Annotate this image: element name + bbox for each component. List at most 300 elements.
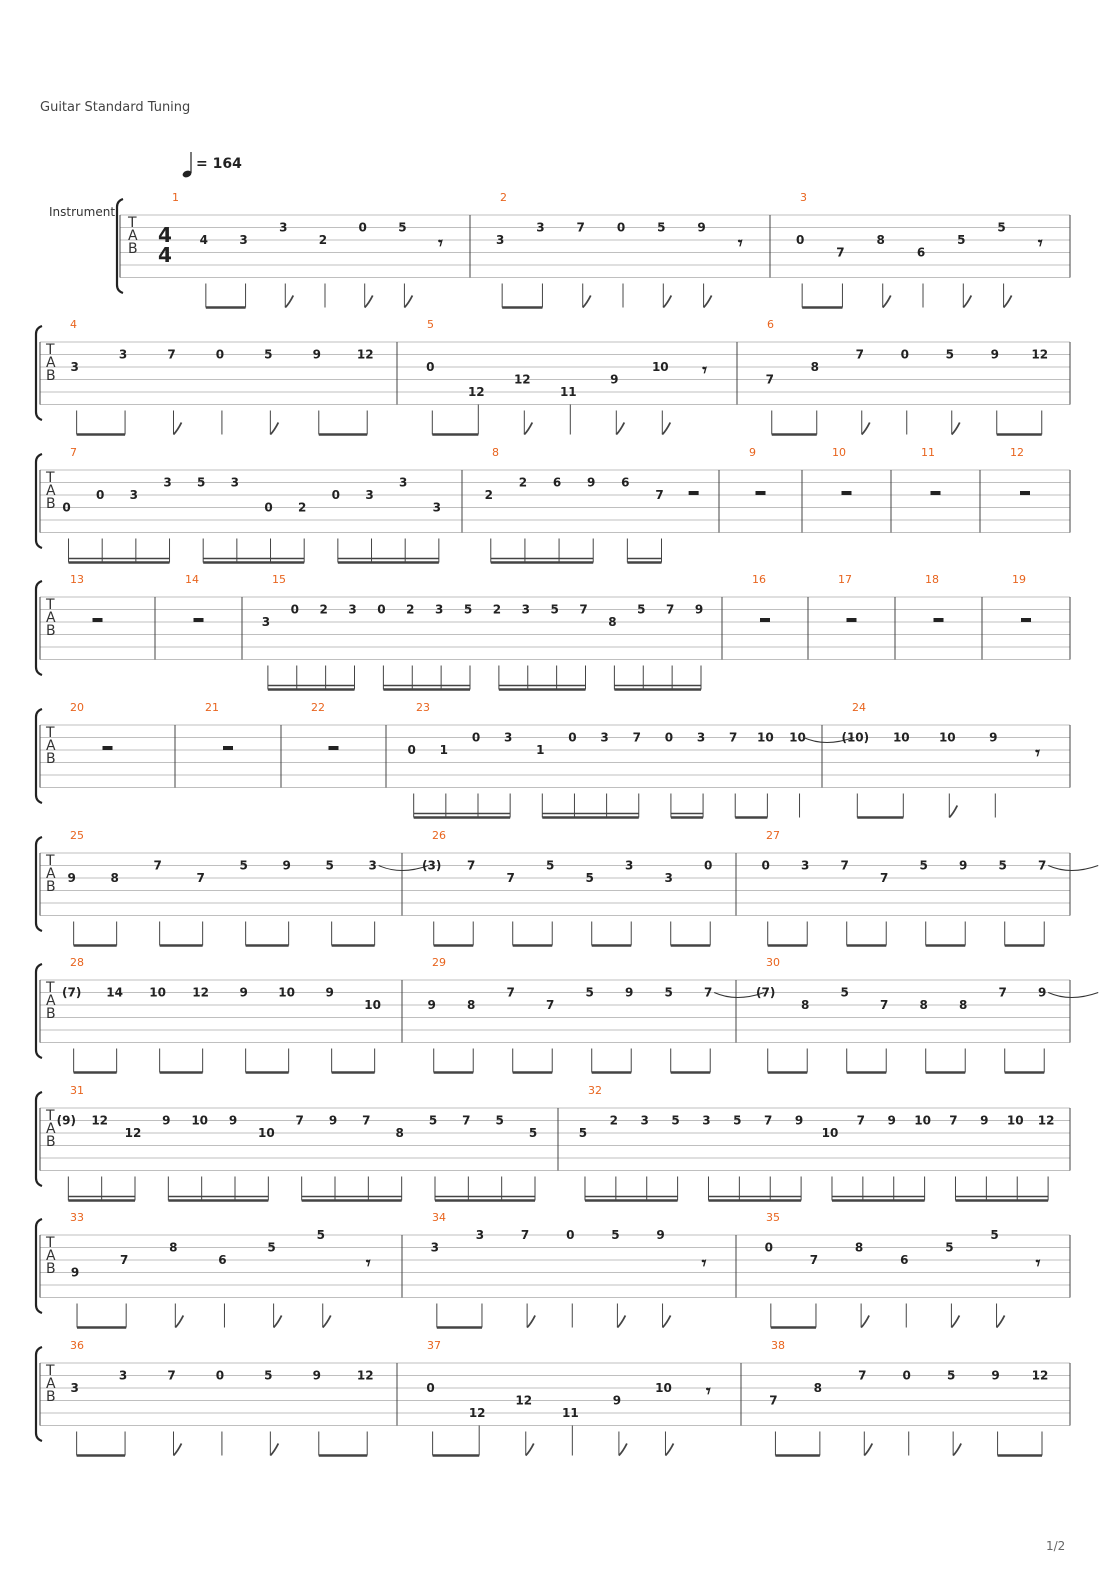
- tab-fret-number: 8: [608, 615, 617, 629]
- tab-fret-number: 9: [991, 1368, 1000, 1383]
- note-flag: [704, 296, 712, 308]
- tab-fret-number: 7: [949, 1113, 958, 1128]
- tab-fret-number: 3: [348, 602, 357, 617]
- measure-number: 23: [416, 701, 430, 714]
- system-bracket: [36, 581, 42, 675]
- tab-fret-number: (10): [841, 730, 870, 745]
- tab-fret-number: 7: [765, 372, 774, 387]
- tab-fret-number: 0: [900, 347, 909, 362]
- tab-fret-number: 7: [462, 1113, 471, 1128]
- tab-fret-number: 9: [587, 475, 596, 490]
- tab-fret-number: 10: [914, 1113, 931, 1128]
- tab-fret-number: 8: [110, 871, 119, 885]
- tab-clef-letter: B: [46, 623, 56, 639]
- tie-arc: [1048, 993, 1098, 998]
- tab-fret-number: 3: [434, 602, 444, 617]
- tie-arc: [1048, 866, 1098, 871]
- tab-fret-number: 7: [809, 1253, 819, 1267]
- tab-fret-number: 6: [218, 1253, 227, 1267]
- tab-fret-number: 7: [576, 220, 585, 235]
- tab-fret-number: 9: [312, 1368, 321, 1383]
- note-flag: [616, 423, 624, 435]
- tab-fret-number: 3: [600, 730, 609, 745]
- half-rest: [847, 618, 857, 622]
- tab-fret-number: 5: [664, 985, 673, 1000]
- tab-fret-number: 8: [813, 1381, 823, 1395]
- tab-fret-number: 3: [801, 858, 810, 873]
- tab-fret-number: 5: [840, 985, 849, 1000]
- measure-number: 18: [925, 573, 939, 586]
- measure-number: 21: [205, 701, 219, 714]
- note-flag: [173, 423, 181, 435]
- tab-fret-number: 9: [989, 730, 998, 745]
- tab-fret-number: 7: [655, 488, 664, 502]
- note-flag: [173, 1444, 181, 1456]
- note-flag: [270, 1444, 278, 1456]
- tab-fret-number: 5: [264, 347, 273, 362]
- tab-clef-letter: T: [128, 215, 137, 231]
- tab-fret-number: 12: [513, 372, 531, 387]
- half-rest: [842, 491, 852, 495]
- tab-fret-number: 9: [980, 1113, 989, 1128]
- tab-fret-number: 1: [439, 743, 449, 757]
- tab-clef-letter: B: [46, 751, 56, 767]
- tab-fret-number: 7: [764, 1113, 773, 1128]
- tab-fret-number: 0: [96, 488, 105, 502]
- half-rest: [194, 618, 204, 622]
- tab-clef-letter: B: [46, 1261, 56, 1277]
- note-flag: [404, 296, 412, 308]
- tab-clef-letter: A: [46, 993, 56, 1009]
- tab-fret-number: 5: [957, 233, 966, 247]
- tab-fret-number: 2: [609, 1113, 619, 1128]
- measure-number: 1: [172, 191, 179, 204]
- tab-clef-letter: T: [46, 470, 55, 486]
- half-rest: [689, 491, 699, 495]
- note-flag: [997, 1316, 1005, 1328]
- tab-fret-number: 9: [67, 871, 76, 885]
- tab-fret-number: 7: [362, 1113, 371, 1128]
- tab-fret-number: 3: [261, 615, 271, 629]
- measure-number: 11: [921, 446, 935, 459]
- tab-clef-letter: B: [46, 368, 56, 384]
- tab-fret-number: 5: [398, 220, 407, 235]
- tab-fret-number: 7: [769, 1393, 778, 1408]
- tab-fret-number: 7: [167, 1368, 176, 1383]
- note-flag: [365, 296, 373, 308]
- note-flag: [1004, 296, 1012, 308]
- tab-fret-number: 9: [70, 1265, 80, 1280]
- tab-fret-number: 3: [279, 220, 288, 235]
- tab-fret-number: 10: [821, 1126, 839, 1140]
- tab-fret-number: 8: [919, 998, 928, 1012]
- tab-fret-number: 5: [611, 1228, 620, 1242]
- tab-fret-number: 14: [106, 985, 124, 1000]
- tab-fret-number: 3: [432, 500, 442, 515]
- tab-fret-number: 7: [729, 730, 738, 745]
- eighth-rest: 𝄾: [702, 360, 708, 381]
- measure-number: 13: [70, 573, 84, 586]
- tab-fret-number: 0: [704, 858, 713, 873]
- tab-fret-number: 5: [990, 1228, 999, 1242]
- tab-clef-letter: A: [46, 1121, 56, 1137]
- tab-fret-number: 10: [1006, 1113, 1024, 1128]
- tab-clef-letter: B: [128, 241, 138, 257]
- tab-fret-number: 7: [167, 347, 176, 362]
- tab-fret-number: 5: [585, 985, 594, 1000]
- tab-fret-number: 7: [704, 985, 713, 1000]
- tab-fret-number: 2: [406, 602, 415, 617]
- tab-fret-number: 9: [959, 858, 968, 873]
- tab-fret-number: 0: [764, 1240, 774, 1255]
- tab-fret-number: 6: [552, 475, 562, 490]
- measure-number: 22: [311, 701, 325, 714]
- tab-fret-number: 3: [475, 1228, 485, 1242]
- tab-clef-letter: B: [46, 879, 56, 895]
- tab-fret-number: 7: [632, 730, 641, 745]
- tab-fret-number: (7): [61, 985, 82, 1000]
- tab-fret-number: 0: [62, 500, 71, 515]
- tab-fret-number: 3: [129, 488, 139, 502]
- tab-fret-number: 12: [467, 385, 485, 399]
- note-flag: [864, 1444, 872, 1456]
- tab-fret-number: 3: [696, 730, 706, 745]
- tab-fret-number: 0: [264, 500, 273, 515]
- tab-fret-number: 10: [278, 985, 296, 1000]
- system-bracket: [36, 1219, 42, 1313]
- tab-fret-number: 9: [610, 372, 619, 387]
- measure-number: 29: [432, 956, 446, 969]
- tab-fret-number: 5: [267, 1240, 276, 1255]
- note-flag: [665, 1444, 673, 1456]
- note-flag: [175, 1316, 183, 1328]
- tab-fret-number: 10: [655, 1381, 672, 1395]
- measure-number: 31: [70, 1084, 84, 1097]
- tab-fret-number: 0: [761, 858, 770, 873]
- measure-number: 28: [70, 956, 84, 969]
- note-flag: [883, 296, 891, 308]
- note-flag: [953, 1444, 961, 1456]
- tab-fret-number: 2: [298, 500, 307, 515]
- measure-number: 20: [70, 701, 84, 714]
- tab-fret-number: 7: [295, 1113, 304, 1128]
- tab-fret-number: 12: [192, 985, 210, 1000]
- tab-fret-number: 7: [998, 985, 1007, 1000]
- tab-fret-number: 7: [840, 858, 849, 873]
- tab-fret-number: 5: [550, 602, 559, 617]
- tab-fret-number: 5: [945, 1240, 954, 1255]
- tab-fret-number: 7: [665, 602, 675, 617]
- tab-fret-number: 8: [959, 998, 968, 1012]
- tab-fret-number: 10: [757, 730, 774, 745]
- tab-fret-number: 9: [328, 1113, 338, 1128]
- tab-fret-number: 0: [377, 602, 386, 617]
- tab-fret-number: 7: [880, 998, 889, 1012]
- tab-fret-number: 7: [858, 1368, 867, 1383]
- tab-fret-number: 3: [430, 1240, 440, 1255]
- measure-number: 25: [70, 829, 84, 842]
- tab-fret-number: 0: [331, 488, 341, 502]
- tab-fret-number: 3: [536, 220, 545, 235]
- tab-fret-number: 10: [191, 1113, 209, 1128]
- note-flag: [862, 423, 870, 435]
- eighth-rest: 𝄾: [706, 1381, 711, 1402]
- tab-fret-number: 5: [578, 1126, 588, 1140]
- system-bracket: [36, 709, 42, 803]
- tab-fret-number: 12: [468, 1406, 486, 1420]
- note-flag: [952, 423, 960, 435]
- tab-fret-number: 11: [561, 1406, 579, 1420]
- tab-fret-number: 5: [325, 858, 334, 873]
- measure-number: 7: [70, 446, 77, 459]
- tab-fret-number: 3: [702, 1113, 711, 1128]
- tab-clef-letter: A: [46, 610, 56, 626]
- note-flag: [663, 296, 671, 308]
- tab-fret-number: 0: [358, 220, 367, 235]
- note-flag: [619, 1444, 627, 1456]
- tab-fret-number: 5: [197, 475, 206, 490]
- tab-fret-number: 1: [536, 743, 545, 757]
- tab-fret-number: 6: [900, 1253, 909, 1267]
- tab-fret-number: 12: [91, 1113, 109, 1128]
- eighth-rest: 𝄾: [438, 233, 443, 254]
- measure-number: 14: [185, 573, 199, 586]
- measure-number: 17: [838, 573, 852, 586]
- tab-fret-number: 0: [471, 730, 481, 745]
- half-rest: [93, 618, 103, 622]
- tab-fret-number: 2: [492, 602, 502, 617]
- note-flag: [663, 1316, 671, 1328]
- tab-clef-letter: T: [46, 597, 55, 613]
- time-signature-bottom: 4: [158, 243, 172, 267]
- system-bracket: [36, 326, 42, 420]
- eighth-rest: 𝄾: [1035, 743, 1041, 764]
- system-bracket: [36, 964, 42, 1058]
- system-bracket: [36, 1092, 42, 1186]
- tab-fret-number: 8: [467, 998, 476, 1012]
- measure-number: 34: [432, 1211, 446, 1224]
- tab-fret-number: 7: [1038, 858, 1047, 873]
- tab-clef-letter: A: [46, 1248, 56, 1264]
- measure-number: 6: [767, 318, 774, 331]
- tab-fret-number: 12: [356, 347, 374, 362]
- tab-fret-number: 9: [162, 1113, 171, 1128]
- note-flag: [861, 1316, 869, 1328]
- tab-clef-letter: T: [46, 1235, 55, 1251]
- tab-fret-number: 12: [1031, 347, 1049, 362]
- measure-number: 33: [70, 1211, 84, 1224]
- tab-fret-number: 0: [795, 233, 805, 247]
- tab-fret-number: 5: [945, 347, 954, 362]
- tab-fret-number: 12: [356, 1368, 374, 1383]
- eighth-rest: 𝄾: [701, 1253, 707, 1274]
- half-rest: [1020, 491, 1030, 495]
- tab-fret-number: 12: [1031, 1368, 1049, 1383]
- tab-fret-number: 7: [506, 985, 515, 1000]
- tab-clef-letter: B: [46, 496, 56, 512]
- tab-fret-number: 7: [520, 1228, 530, 1242]
- measure-number: 4: [70, 318, 77, 331]
- tab-fret-number: 3: [664, 871, 673, 885]
- tab-fret-number: 9: [1038, 985, 1047, 1000]
- tab-fret-number: 0: [290, 602, 299, 617]
- tab-fret-number: 9: [887, 1113, 896, 1128]
- tab-fret-number: 9: [625, 985, 634, 1000]
- note-flag: [270, 423, 278, 435]
- half-rest: [1021, 618, 1031, 622]
- tab-fret-number: 3: [163, 475, 172, 490]
- eighth-rest: 𝄾: [1037, 233, 1043, 254]
- measure-number: 26: [432, 829, 446, 842]
- tab-fret-number: 9: [656, 1228, 665, 1242]
- note-flag: [323, 1316, 331, 1328]
- tab-fret-number: 9: [697, 220, 706, 235]
- measure-number: 19: [1012, 573, 1026, 586]
- measure-number: 3: [800, 191, 807, 204]
- tab-fret-number: 7: [880, 871, 889, 885]
- tuning-title: Guitar Standard Tuning: [40, 100, 191, 115]
- time-signature-top: 4: [158, 223, 172, 247]
- tab-fret-number: 5: [546, 858, 555, 873]
- tab-fret-number: 7: [153, 858, 162, 873]
- tab-fret-number: 5: [997, 220, 1006, 235]
- tab-fret-number: 3: [70, 360, 79, 374]
- tab-fret-number: 3: [118, 1368, 128, 1383]
- tab-fret-number: 4: [199, 233, 209, 247]
- system-bracket: [36, 1347, 42, 1441]
- tab-fret-number: 2: [318, 233, 328, 247]
- tab-clef-letter: T: [46, 725, 55, 741]
- tempo-value: = 164: [196, 156, 242, 172]
- tab-fret-number: 8: [801, 998, 810, 1012]
- system-bracket: [36, 454, 42, 548]
- tab-clef-letter: T: [46, 1108, 55, 1124]
- tab-fret-number: 7: [856, 1113, 866, 1128]
- tab-fret-number: 0: [566, 1228, 575, 1242]
- tab-fret-number: 8: [876, 233, 885, 247]
- measure-number: 35: [766, 1211, 780, 1224]
- eighth-rest: 𝄾: [1035, 1253, 1041, 1274]
- eighth-rest: 𝄾: [737, 233, 743, 254]
- tab-fret-number: 10: [257, 1126, 275, 1140]
- half-rest: [931, 491, 941, 495]
- note-flag: [617, 1316, 625, 1328]
- tab-fret-number: 9: [990, 347, 999, 362]
- measure-number: 8: [492, 446, 499, 459]
- measure-number: 36: [70, 1339, 84, 1352]
- tab-fret-number: 10: [789, 730, 806, 745]
- tab-fret-number: 8: [395, 1126, 404, 1140]
- tab-fret-number: 2: [319, 602, 328, 617]
- tab-fret-number: 6: [621, 475, 630, 490]
- note-flag: [963, 296, 971, 308]
- tab-fret-number: 0: [616, 220, 626, 235]
- tab-clef-letter: T: [46, 980, 55, 996]
- tab-fret-number: 9: [427, 998, 436, 1012]
- tab-clef-letter: B: [46, 1134, 56, 1150]
- tab-fret-number: 7: [546, 998, 555, 1012]
- tab-fret-number: 7: [855, 347, 864, 362]
- note-flag: [583, 296, 591, 308]
- tab-fret-number: 5: [495, 1113, 504, 1128]
- instrument-label: Instrument: [49, 205, 116, 219]
- tab-fret-number: 3: [368, 858, 377, 873]
- tab-fret-number: 9: [612, 1393, 622, 1408]
- tab-fret-number: 3: [118, 347, 128, 362]
- note-flag: [285, 296, 293, 308]
- measure-number: 38: [771, 1339, 785, 1352]
- tab-fret-number: 0: [407, 743, 416, 757]
- half-rest: [223, 746, 233, 750]
- measure-number: 15: [272, 573, 286, 586]
- tab-fret-number: 7: [196, 871, 205, 885]
- measure-number: 5: [427, 318, 434, 331]
- tab-fret-number: 7: [579, 602, 588, 617]
- measure-number: 10: [832, 446, 846, 459]
- tab-fret-number: 5: [637, 602, 646, 617]
- tab-clef-letter: A: [128, 228, 138, 244]
- tab-fret-number: 8: [169, 1240, 178, 1255]
- tab-fret-number: 5: [463, 602, 473, 617]
- half-rest: [756, 491, 766, 495]
- tab-fret-number: 10: [364, 998, 382, 1012]
- tab-fret-number: 11: [559, 385, 577, 399]
- measure-number: 37: [427, 1339, 441, 1352]
- tab-fret-number: 12: [124, 1126, 142, 1140]
- measure-number: 9: [749, 446, 756, 459]
- page-number: 1/2: [1046, 1539, 1066, 1553]
- tab-fret-number: 5: [946, 1368, 956, 1383]
- note-flag: [662, 423, 670, 435]
- tab-fret-number: 5: [733, 1113, 742, 1128]
- note-flag: [949, 806, 957, 818]
- tab-fret-number: 3: [399, 475, 408, 490]
- note-flag: [526, 1444, 534, 1456]
- tab-fret-number: 3: [503, 730, 513, 745]
- tab-fret-number: 6: [916, 245, 926, 260]
- measure-number: 27: [766, 829, 780, 842]
- tab-fret-number: 7: [467, 858, 476, 873]
- note-flag: [524, 423, 532, 435]
- tab-fret-number: 10: [892, 730, 910, 745]
- tab-fret-number: 5: [919, 858, 928, 873]
- tab-clef-letter: A: [46, 355, 56, 371]
- tab-clef-letter: A: [46, 738, 56, 754]
- tab-fret-number: (7): [756, 985, 776, 1000]
- tab-clef-letter: B: [46, 1006, 56, 1022]
- tab-fret-number: 5: [264, 1368, 273, 1383]
- tab-fret-number: 9: [694, 602, 704, 617]
- measure-number: 16: [752, 573, 766, 586]
- tab-fret-number: 10: [938, 730, 956, 745]
- tab-fret-number: 8: [810, 360, 819, 374]
- tab-fret-number: 0: [568, 730, 577, 745]
- tab-fret-number: 9: [325, 985, 334, 1000]
- tab-clef-letter: A: [46, 1376, 56, 1392]
- tab-fret-number: 2: [484, 488, 493, 502]
- tab-clef-letter: T: [46, 342, 55, 358]
- tab-fret-number: 9: [794, 1113, 804, 1128]
- tab-fret-number: 5: [671, 1113, 680, 1128]
- eighth-rest: 𝄾: [365, 1253, 371, 1274]
- half-rest: [329, 746, 339, 750]
- tab-fret-number: 0: [426, 1381, 435, 1395]
- tab-fret-number: 5: [239, 858, 248, 873]
- tab-clef-letter: T: [46, 853, 55, 869]
- note-flag: [527, 1316, 535, 1328]
- tab-fret-number: 10: [149, 985, 167, 1000]
- note-flag: [951, 1316, 959, 1328]
